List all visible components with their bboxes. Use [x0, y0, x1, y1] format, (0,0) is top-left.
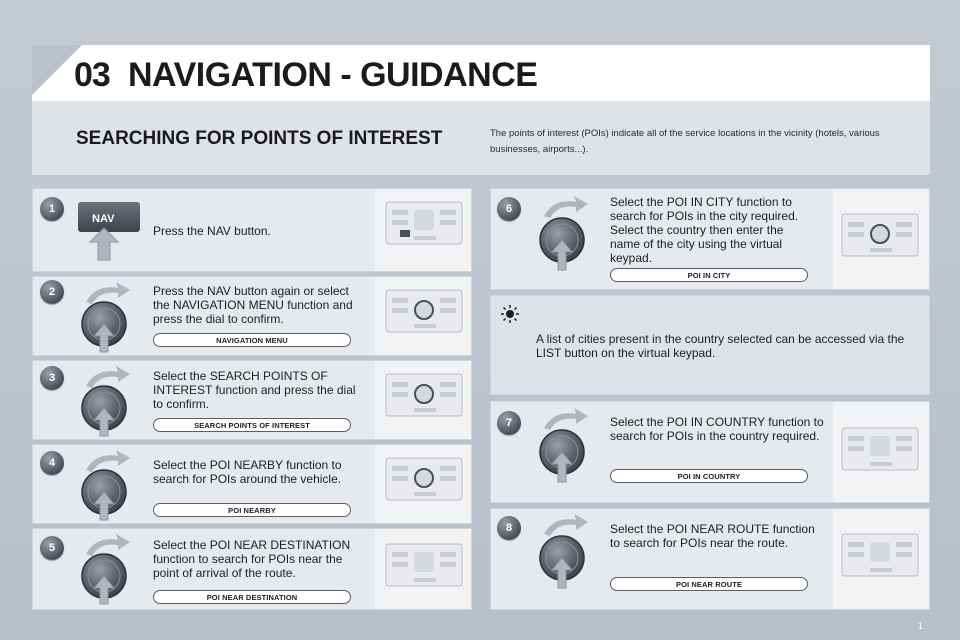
step-text-4: Select the POI NEARBY function to search for POIs around the vehicle. [153, 458, 342, 486]
radio-panel-icon [384, 196, 464, 250]
step-badge-1: 1 [40, 197, 64, 221]
step-text-5: Select the POI NEAR DESTINATION function to search for POIs near the point of arrival of the route. [153, 538, 351, 580]
step-badge-2: 2 [40, 280, 64, 304]
radio-panel-icon [840, 528, 920, 582]
menu-label-pill: POI IN COUNTRY [610, 469, 808, 483]
lightbulb-icon [500, 304, 520, 324]
menu-label-pill: SEARCH POINTS OF INTEREST [153, 418, 351, 432]
chapter-title: NAVIGATION - GUIDANCE [128, 56, 538, 94]
step-text-1: Press the NAV button. [153, 224, 271, 238]
dial-icon [532, 512, 602, 592]
section-intro: The points of interest (POIs) indicate all of the service locations in the vicinity (hotels, various businesses, airports...). [490, 128, 880, 155]
step-badge-7: 7 [497, 411, 521, 435]
step-badge-3: 3 [40, 366, 64, 390]
menu-label-pill: POI NEARBY [153, 503, 351, 517]
radio-panel-icon [840, 208, 920, 262]
radio-panel-icon [384, 452, 464, 506]
dial-icon [532, 406, 602, 486]
step-text-8: Select the POI NEAR ROUTE function to search for POIs near the route. [610, 522, 815, 550]
menu-label-pill: POI NEAR DESTINATION [153, 590, 351, 604]
dial-icon [74, 364, 144, 438]
dial-icon [74, 532, 144, 606]
page-number: 1 [918, 621, 924, 631]
step-badge-6: 6 [497, 197, 521, 221]
dial-icon [532, 194, 602, 274]
section-title: SEARCHING FOR POINTS OF INTEREST [76, 128, 443, 149]
step-text-6: Select the POI IN CITY function to search for POIs in the city required. Select the country then enter the name of the city using the virtual keypad. [610, 195, 799, 265]
menu-label-pill: NAVIGATION MENU [153, 333, 351, 347]
dial-icon [74, 448, 144, 522]
step-text-3: Select the SEARCH POINTS OF INTEREST function and press the dial to confirm. [153, 369, 356, 411]
nav-button-icon [74, 198, 144, 262]
step-badge-4: 4 [40, 451, 64, 475]
step-badge-8: 8 [497, 516, 521, 540]
radio-panel-icon [384, 284, 464, 338]
menu-label-pill: POI IN CITY [610, 268, 808, 282]
step-badge-5: 5 [40, 536, 64, 560]
radio-panel-icon [384, 368, 464, 422]
nav-button-label: NAV [92, 213, 115, 225]
tip-text: A list of cities present in the country selected can be accessed via the LIST button on the virtual keypad. [536, 332, 905, 360]
menu-label-pill: POI NEAR ROUTE [610, 577, 808, 591]
chapter-number: 03 [74, 56, 110, 94]
step-text-7: Select the POI IN COUNTRY function to search for POIs in the country required. [610, 415, 824, 443]
dial-icon [74, 280, 144, 354]
radio-panel-icon [384, 538, 464, 592]
step-text-2: Press the NAV button again or select the NAVIGATION MENU function and press the dial to confirm. [153, 284, 353, 326]
radio-panel-icon [840, 422, 920, 476]
